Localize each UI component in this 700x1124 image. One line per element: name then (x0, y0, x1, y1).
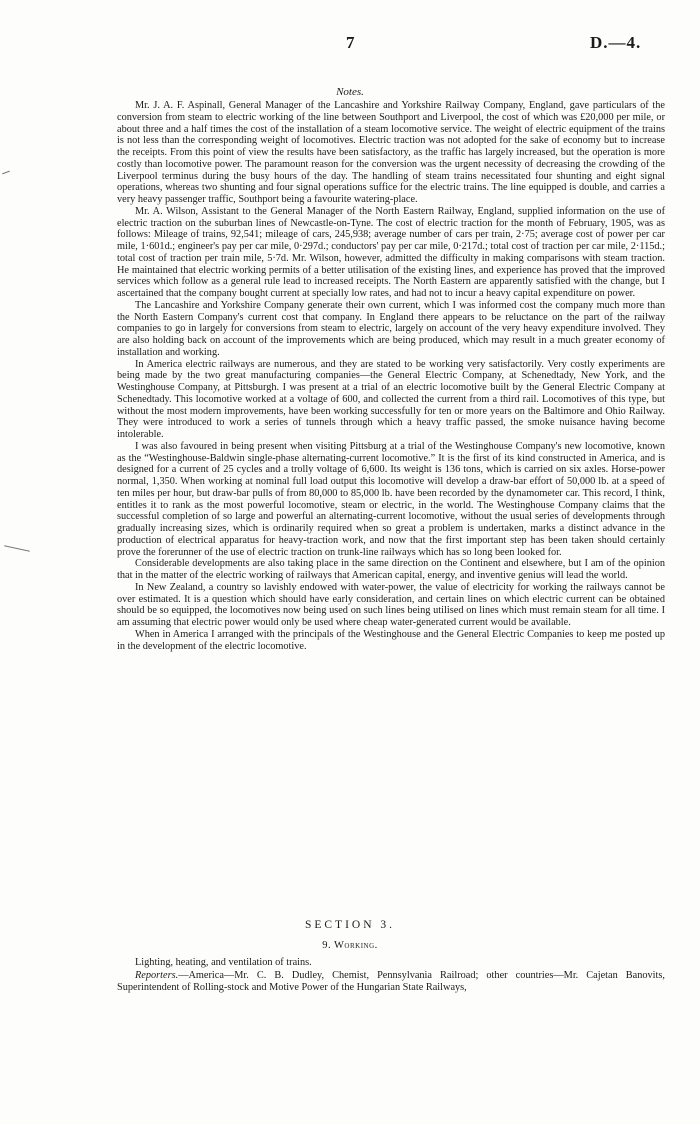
paragraph-america: In America electric railways are numerous, and they are stated to be working very satisfactorily. Very costly experiments are being made by the two great manufacturing companies—the General Electric Company, at Schenedtady, New York, and the Westinghouse Company, at Pittsburgh. I was present at a trial of an electric locomotive built by the General Electric Company at Schenedtady. This locomotive worked at a voltage of 600, and collected the current from a third rail. Locomotives of this type, but without the most modern improvements, have been working successfully for ten or more years on the Baltimore and Ohio Railway. They were introduced to work a series of tunnels through which a heavy traffic passed, the smoke nuisance having become intolerable. (117, 358, 665, 440)
margin-mark-top (2, 171, 10, 175)
section-body (117, 957, 665, 995)
notes-heading: Notes. (336, 86, 364, 98)
reporters-line (117, 970, 665, 995)
paragraph-continent: Considerable developments are also taking place in the same direction on the Continent and elsewhere, but I am of the opinion that in the matter of the electric working of railways that American capital, energy, and inventive genius will lead the world. (117, 558, 665, 581)
paragraph-aspinall: Mr. J. A. F. Aspinall, General Manager of the Lancashire and Yorkshire Railway Company, England, gave particulars of the conversion from steam to electric working of the line between Southport and Liverpool, the cost of which was £20,000 per mile, or about three and a half times the cost of the installation of a steam locomotive service. The weight of electric equipment of the trains is not less than the corresponding weight of locomotives. Electric traction was not adopted for the sake of economy but to increase the receipts. From this point of view the results have been satisfactory, as the traffic has largely increased, but the operation is more costly than locomotive power. The paramount reason for the conversion was the urgent necessity of decreasing the crowding of the Liverpool terminus during the busy hours of the day. The handling of steam trains necessitated four shunting and eight signal operations, whereas two shunting and four signal operations suffice for the electric trains. The line equipped is double, and carries a very heavy passenger traffic, Southport being a favourite watering-place. (117, 100, 665, 205)
reporters-label: Reporters. (135, 969, 179, 981)
page-reference: D.—4. (590, 33, 642, 52)
paragraph-wilson: Mr. A. Wilson, Assistant to the General Manager of the North Eastern Railway, England, supplied information on the use of electric traction on the suburban lines of Newcastle-on-Tyne. The cost of electric traction for the month of February, 1905, was as follows: Mileage of trains, 92,541; mileage of cars, 245,938; average number of cars per train, 2·75; average cost of power per car mile, 1·601d.; engineer's pay per car mile, 0·297d.; conductors' pay per car mile, 0·217d.; total cost of traction per car mile, 2·115d.; total cost of traction per train mile, 5·7d. Mr. Wilson, however, admitted the difficulty in making comparisons with steam traction. He maintained that electric working permits of a better utilisation of the existing lines, and experience has proved that the improved services which follow as a general rule lead to increased receipts. The North Eastern are apparently satisfied with the change, but I ascertained that the company bought current at specially low rates, and had not to incur a heavy capital expenditure on power. (117, 205, 665, 299)
paragraph-pittsburg: I was also favoured in being present when visiting Pittsburg at a trial of the Westinghouse Company's new locomotive, known as the “Westinghouse-Baldwin single-phase alternating-current locomotive.” It is the first of its kind constructed in America, and is designed for a current of 25 cycles and a trolly voltage of 6,600. Its weight is 136 tons, which is carried on six axles. Horse-power normal, 1,350. When working at nominal full load output this locomotive will develop a draw-bar effort of 50,000 lb. at a speed of ten miles per hour, but draw-bar pulls of from 80,000 to 85,000 lb. have been recorded by the dynamometer car. This record, I think, entitles it to rank as the most powerful locomotive, steam or electric, in the world. The Westinghouse Company claims that the successful completion of so large and powerful an alternating-current locomotive, without the usual series of developments through gradually increasing sizes, which is ordinarily required when so great a problem is undertaken, marks a distinct advance in the production of electrical apparatus for heavy-traction work, and now that the first important step has been taken should certainly prove the forerunner of the use of electric traction on trunk-line railways which has so long been looked for. (117, 440, 665, 558)
section-title: SECTION 3. (304, 919, 396, 931)
page-number: 7 (346, 33, 355, 52)
reporters-text: —America—Mr. C. B. Dudley, Chemist, Pennsylvania Railroad; other countries—Mr. Cajetan Banovits, Superintendent of Rolling-stock and Motive Power of the Hungarian State Railways, (117, 969, 665, 993)
section-topic: Lighting, heating, and ventilation of trains. (135, 957, 312, 968)
paragraph-new-zealand: In New Zealand, a country so lavishly endowed with water-power, the value of electricity for working the railways cannot be over estimated. It is a question which should have early consideration, and certain lines on which electric current can be obtained should be so equipped, the locomotives now being used on such lines being utilised on lines which must remain steam for all time. I am assuming that electric power would only be used where cheap water-generated current would be available. (117, 581, 665, 628)
paragraph-lancashire: The Lancashire and Yorkshire Company generate their own current, which I was informed cost the company much more than the North Eastern Company's current cost that company. In England there appears to be reluctance on the part of the railway companies to go in largely for conversions from steam to electric, largely on account of the very heavy expenditure involved. They are also holding back on account of the improvements which are being produced, which may result in a much greater economy of installation and working. (117, 299, 665, 358)
section-subtitle: 9. Working. (322, 940, 378, 951)
paragraph-arrangement: When in America I arranged with the principals of the Westinghouse and the General Electric Companies to keep me posted up in the development of the electric locomotive. (117, 628, 665, 652)
margin-mark-middle (4, 545, 30, 551)
notes-body (117, 100, 665, 652)
